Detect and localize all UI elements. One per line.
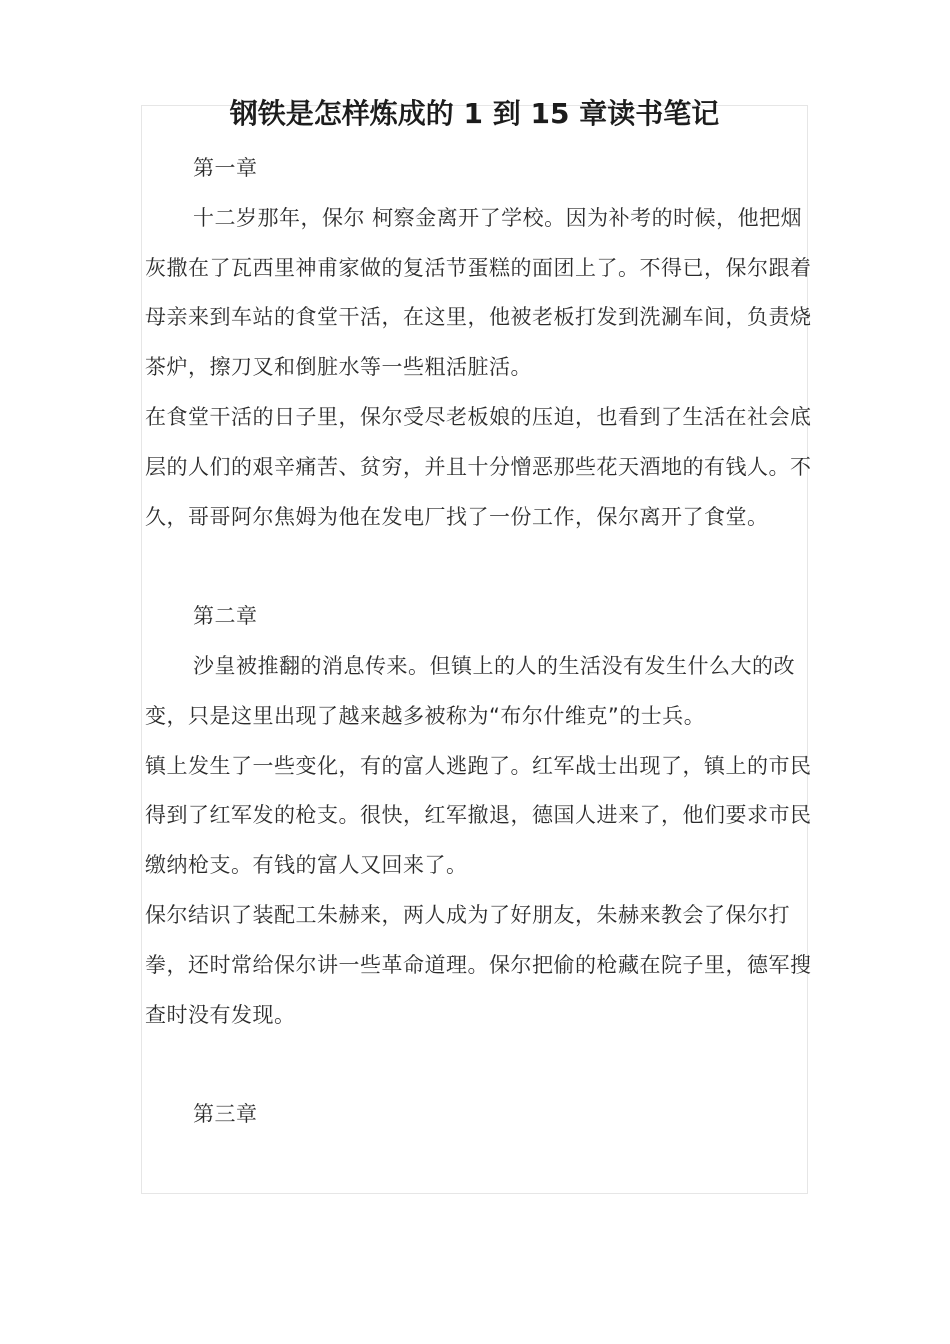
paragraph: 沙皇被推翻的消息传来。但镇上的人的生活没有发生什么大的改变，只是这里出现了越来越多被称为“布尔什维克”的士兵。 [145, 653, 795, 728]
document-body [145, 144, 815, 1140]
paragraph: 保尔结识了装配工朱赫来，两人成为了好朋友，朱赫来教会了保尔打拳，还时常给保尔讲一些革命道理。保尔把偷的枪藏在院子里，德军搜查时没有发现。 [145, 902, 812, 1027]
paragraph: 在食堂干活的日子里，保尔受尽老板娘的压迫，也看到了生活在社会底层的人们的艰辛痛苦、贫穷，并且十分憎恶那些花天酒地的有钱人。不久，哥哥阿尔焦姆为他在发电厂找了一份工作，保尔离开了食堂。 [145, 404, 812, 529]
blank-line [145, 1040, 815, 1090]
chapter-heading: 第三章 [193, 1102, 258, 1127]
chapter-heading: 第一章 [193, 156, 258, 180]
paragraph: 十二岁那年，保尔 柯察金离开了学校。因为补考的时候，他把烟灰撒在了瓦西里神甫家做的复活节蛋糕的面团上了。不得已，保尔跟着母亲来到车站的食堂干活，在这里，他被老板打发到洗涮车间，负责烧茶炉，擦刀叉和倒脏水等一些粗活脏活。 [145, 205, 812, 380]
blank-line [145, 542, 815, 592]
document-title: 钢铁是怎样炼成的 1 到 15 章读书笔记 [229, 97, 720, 130]
chapter-heading: 第二章 [193, 604, 258, 629]
paragraph: 镇上发生了一些变化，有的富人逃跑了。红军战士出现了，镇上的市民得到了红军发的枪支。很快，红军撤退，德国人进来了，他们要求市民缴纳枪支。有钱的富人又回来了。 [145, 753, 812, 878]
